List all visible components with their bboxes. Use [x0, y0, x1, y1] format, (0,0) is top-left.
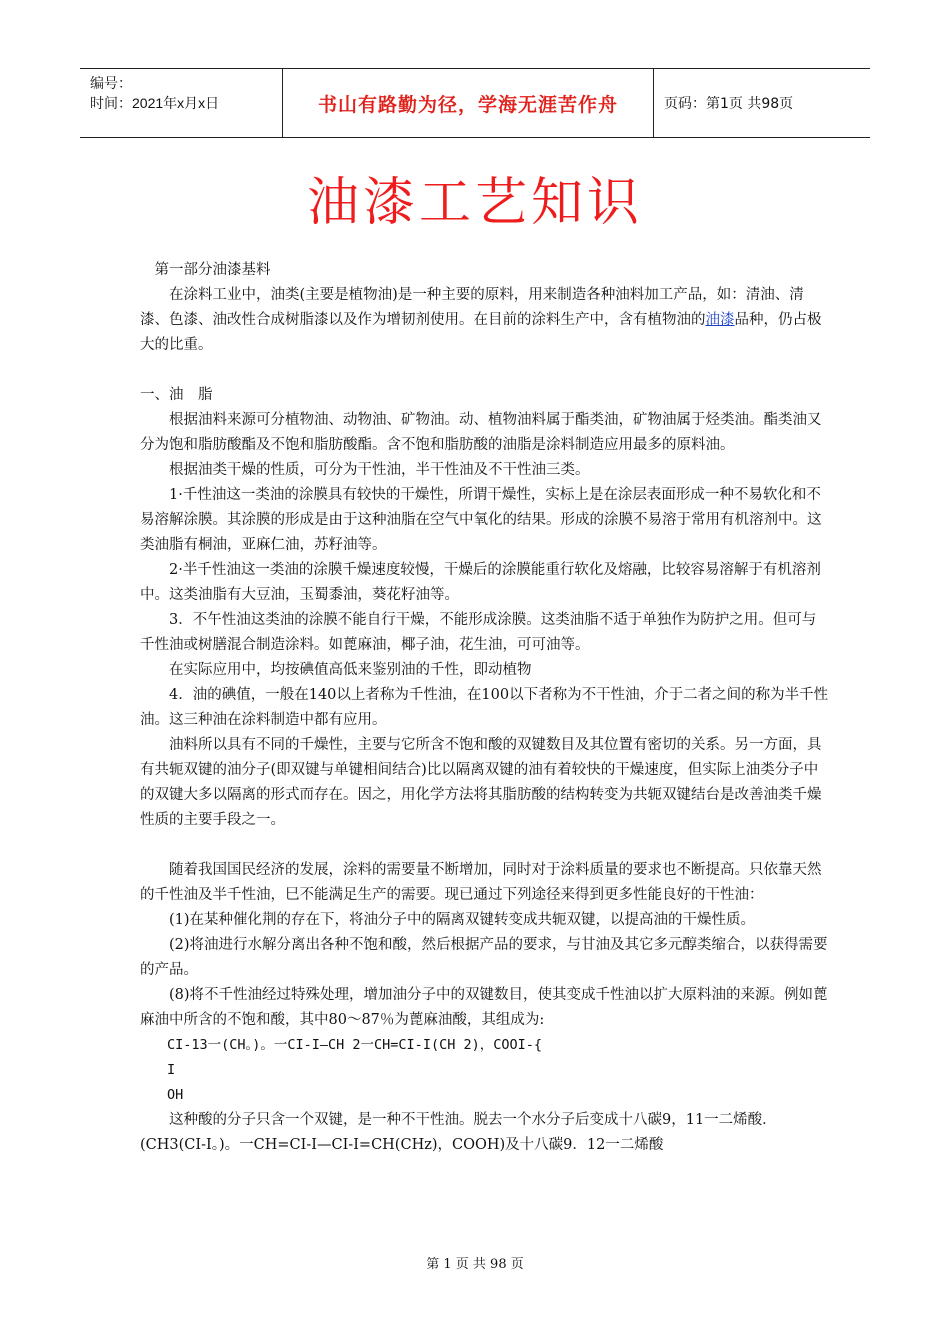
page-footer: 第 1 页 共 98 页 [426, 1257, 524, 1272]
intro-text-b: 品种，仍占极大的比重。 [140, 312, 822, 353]
document-body [140, 258, 830, 1158]
header-page-info [654, 69, 880, 137]
paragraph: 1·千性油这一类油的涂膜具有较快的干燥性，所谓干燥性，实标上是在涂层表面形成一种不易软化和不易溶解涂膜。其涂膜的形成是由于这种油脂在空气中氧化的结果。形成的涂膜不易溶于常用有机溶剂中。这类油脂有桐油，亚麻仁油，苏籽油等。 [140, 487, 822, 553]
paragraph: (1)在某种催化荆的存在下，将油分子中的隔离双键转变成共轭双键，以提高油的干燥性质。 [169, 912, 756, 928]
paragraph: 2·半千性油这一类油的涂膜千燥速度较慢，干燥后的涂膜能重行软化及熔融，比较容易溶解于有机溶剂中。这类油脂有大豆油，玉蜀黍油，葵花籽油等。 [140, 562, 821, 603]
part-heading: 第一部分油漆基料 [154, 262, 271, 278]
formula-line: OH [167, 1087, 184, 1103]
motto-text: 书山有路勤为径，学海无涯苦作舟 [317, 93, 618, 116]
code-label: 编号： [90, 75, 132, 91]
paragraph: 在实际应用中，均按碘值高低来鉴别油的千性，即动植物 [169, 662, 532, 678]
paragraph: (2)将油进行水解分离出各种不饱和酸，然后根据产品的要求，与甘油及其它多元醇类缩合，以获得需要的产品。 [140, 937, 828, 978]
header-meta [80, 69, 280, 141]
paragraph: (8)将不千性油经过特殊处理，增加油分子中的双键数目，使其变成千性油以扩大原料油的来源。例如蓖麻油中所含的不饱和酸，其中80～87％为蓖麻油酸，其组成为: [140, 987, 828, 1028]
paragraph: 4．油的碘值，一般在140以上者称为千性油，在100以下者称为不干性油，介于二者之间的称为半千性油。这三种油在涂料制造中都有应用。 [140, 687, 829, 728]
section-heading-oils: 一、油 脂 [140, 387, 213, 403]
formula-line: CI-13一(CH。)。一CI-I—CH 2一CH=CI-I(CH 2)，COOI-{ [167, 1037, 542, 1053]
header-motto-cell [282, 69, 654, 137]
intro-text-a: 在涂料工业中，油类(主要是植物油)是一种主要的原料，用来制造各种油料加工产品，如：清油、清漆、色漆、油改性合成树脂漆以及作为增韧剂使用。在目前的涂料生产中，含有植物油的 [140, 287, 804, 328]
page-info-text: 页码：第1页 共98页 [664, 96, 794, 112]
oil-paint-link[interactable]: 油漆 [705, 312, 735, 328]
paragraph: 随着我国国民经济的发展，涂料的需要量不断增加，同时对于涂料质量的要求也不断提高。只依靠天然的千性油及半千性油，巳不能满足生产的需要。现已通过下列途径来得到更多性能良好的干性油： [140, 862, 822, 903]
page-header [80, 68, 870, 138]
paragraph: 油料所以具有不同的千燥性，主要与它所含不饱和酸的双键数目及其位置有密切的关系。另一方面，具有共轭双键的油分子(即双键与单键相间结合)比以隔离双键的油有着较快的干燥速度，但实际上油类分子中的双键大多以隔离的形式而存在。因之，用化学方法将其脂肪酸的结构转变为共轭双键结台是改善油类千燥性质的主要手段之一。 [140, 737, 822, 828]
intro-paragraph [140, 283, 830, 358]
paragraph: 3．不午性油这类油的涂膜不能自行干燥，不能形成涂膜。这类油脂不适于单独作为防护之用。但可与千性油或树膳混合制造涂料。如蓖麻油，椰子油，花生油，可可油等。 [140, 612, 817, 653]
formula-line: I [167, 1062, 176, 1078]
date-label: 时间：2021年x月x日 [90, 95, 220, 111]
paragraph: 根据油类干燥的性质，可分为干性油，半干性油及不干性油三类。 [169, 462, 590, 478]
document-title: 油漆工艺知识 [306, 173, 643, 233]
paragraph: 根据油料来源可分植物油、动物油、矿物油。动、植物油料属于酯类油，矿物油属于烃类油。酯类油又分为饱和脂肪酸酯及不饱和脂肪酸酯。含不饱和脂肪酸的油脂是涂料制造应用最多的原料油。 [140, 412, 822, 453]
paragraph: 这种酸的分子只含一个双键，是一种不干性油。脱去一个水分子后变成十八碳9，11一二烯酸． (CH3(CI-I。)。一CH=CI-I—CI-I=CH(CHz)，COOH)及十八碳9．12一二烯酸 [140, 1112, 784, 1153]
